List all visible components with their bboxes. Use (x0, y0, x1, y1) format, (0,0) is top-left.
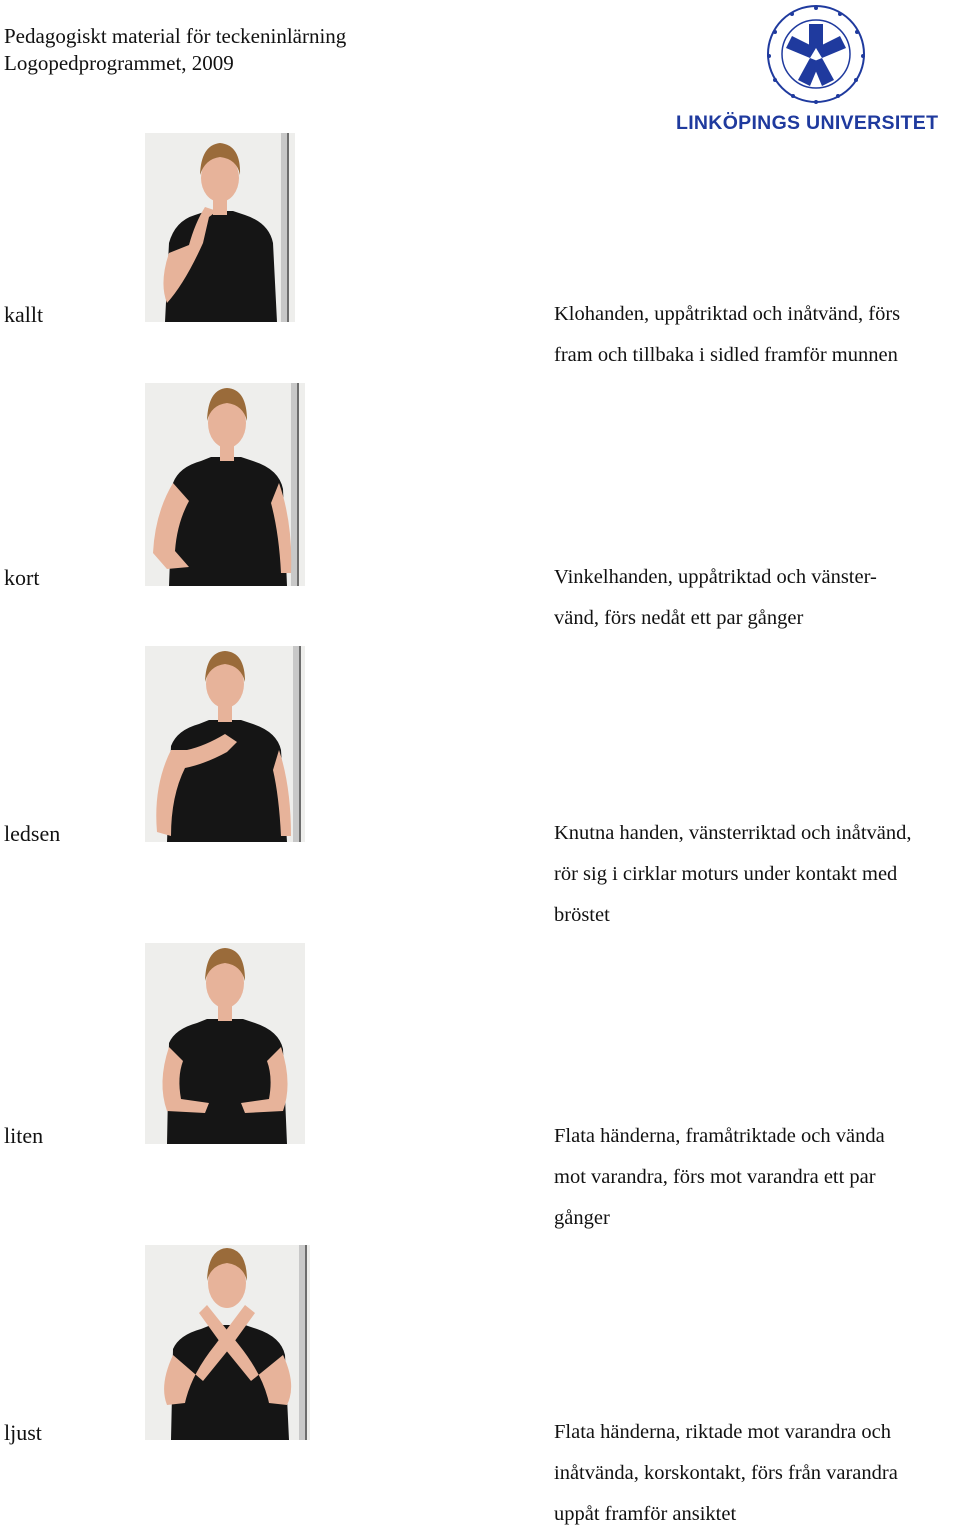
description-line: Klohanden, uppåtriktad och inåtvänd, förs (554, 303, 901, 325)
description-line: Flata händerna, riktade mot varandra och (554, 1421, 891, 1443)
description-line: Vinkelhanden, uppåtriktad och vänster- (554, 566, 877, 588)
sign-description (554, 1116, 960, 1239)
description-line: rör sig i cirklar moturs under kontakt med (554, 863, 898, 885)
description-line: fram och tillbaka i sidled framför munnen (554, 344, 898, 366)
description-line: vänd, förs nedåt ett par gånger (554, 607, 804, 629)
sign-word: ljust (4, 1420, 42, 1445)
sign-word: ledsen (4, 821, 61, 846)
document-subtitle: Logopedprogrammet, 2009 (4, 51, 234, 75)
sign-description (554, 294, 960, 376)
sign-photo-kallt (145, 133, 295, 322)
sign-description (554, 557, 960, 639)
university-seal-icon (760, 2, 872, 108)
description-line: uppåt framför ansiktet (554, 1503, 737, 1525)
description-line: gånger (554, 1207, 610, 1229)
sign-description (554, 1412, 960, 1535)
sign-photo-ljust (145, 1245, 310, 1440)
description-line: inåtvända, korskontakt, förs från varandra (554, 1462, 898, 1484)
sign-description (554, 813, 960, 936)
sign-photo-ledsen (145, 646, 305, 842)
description-line: mot varandra, förs mot varandra ett par (554, 1166, 876, 1188)
description-line: Flata händerna, framåtriktade och vända (554, 1125, 885, 1147)
university-name: LINKÖPINGS UNIVERSITET (676, 112, 939, 134)
sign-photo-kort (145, 383, 305, 586)
sign-word: liten (4, 1123, 44, 1148)
sign-photo-liten (145, 943, 305, 1144)
university-logo (672, 0, 958, 140)
description-line: Knutna handen, vänsterriktad och inåtvänd, (554, 822, 912, 844)
sign-word: kallt (4, 302, 44, 327)
description-line: bröstet (554, 904, 610, 926)
document-title: Pedagogiskt material för teckeninlärning (4, 24, 347, 48)
sign-word: kort (4, 565, 40, 590)
